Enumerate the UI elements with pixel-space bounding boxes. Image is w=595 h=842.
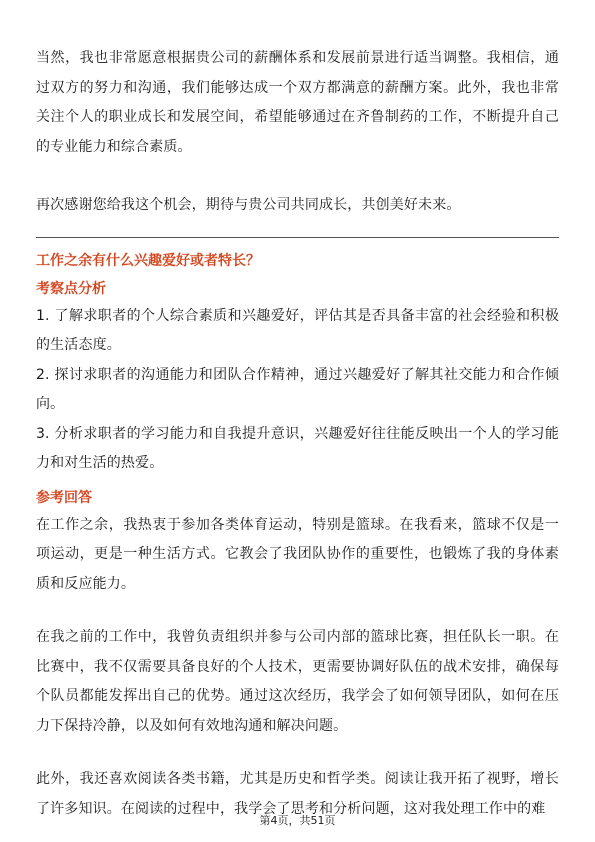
intro-paragraph-2: 再次感谢您给我这个机会，期待与贵公司共同成长，共创美好未来。 — [36, 197, 461, 213]
analysis-item: 1. 了解求职者的个人综合素质和兴趣爱好，评估其是否具备丰富的社会经验和积极的生活态度。 — [36, 307, 559, 353]
question-title: 工作之余有什么兴趣爱好或者特长？ — [36, 252, 260, 269]
answer-paragraph-1: 在工作之余，我热衷于参加各类体育运动，特别是篮球。在我看来，篮球不仅是一项运动，更是一种生活方式。它教会了我团队协作的重要性，也锻炼了我的身体素质和反应能力。 — [36, 516, 559, 592]
analysis-heading: 考察点分析 — [36, 280, 106, 297]
answer-paragraph-2: 在我之前的工作中，我曾负责组织并参与公司内部的篮球比赛，担任队长一职。在比赛中，我不仅需要具备良好的个人技术，更需要协调好队伍的战术安排，确保每个队员都能发挥出自己的优势。通过这次经历，我学会了如何领导团队，如何在压力下保持冷静，以及如何有效地沟通和解决问题。 — [36, 629, 559, 734]
analysis-item: 2. 探讨求职者的沟通能力和团队合作精神，通过兴趣爱好了解其社交能力和合作倾向。 — [36, 366, 559, 412]
page-number: 第4页，共51页 — [259, 814, 336, 827]
analysis-item: 3. 分析求职者的学习能力和自我提升意识，兴趣爱好往往能反映出一个人的学习能力和对生活的热爱。 — [36, 425, 559, 471]
document-page — [36, 44, 559, 824]
answer-heading: 参考回答 — [36, 489, 92, 506]
answer-paragraph-3: 此外，我还喜欢阅读各类书籍，尤其是历史和哲学类。阅读让我开拓了视野，增长了许多知识。在阅读的过程中，我学会了思考和分析问题，这对我处理工作中的难 — [36, 771, 559, 817]
section-divider — [36, 237, 559, 238]
intro-paragraph-1: 当然，我也非常愿意根据贵公司的薪酬体系和发展前景进行适当调整。我相信，通过双方的努力和沟通，我们能够达成一个双方都满意的薪酬方案。此外，我也非常关注个人的职业成长和发展空间，希望能够通过在齐鲁制药的工作，不断提升自己的专业能力和综合素质。 — [36, 50, 559, 155]
